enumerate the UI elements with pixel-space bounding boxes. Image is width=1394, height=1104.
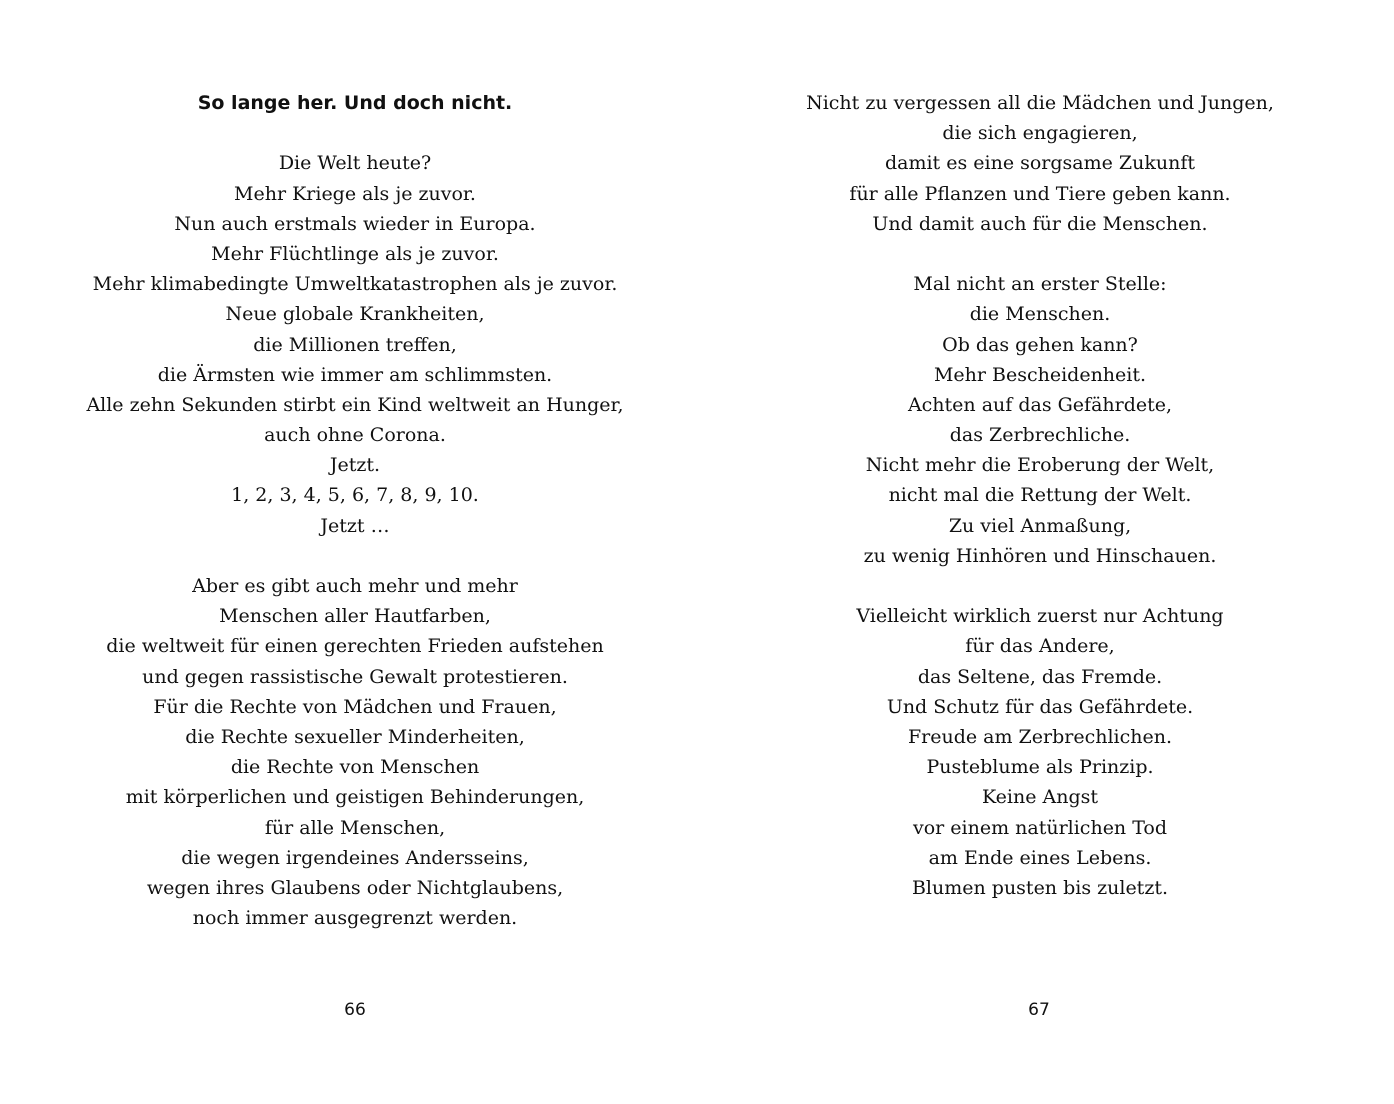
poem-title: So lange her. Und doch nicht. [197, 92, 513, 114]
stanza-gap [45, 541, 665, 571]
poem-line: die Millionen treffen, [253, 333, 457, 356]
poem-line: Aber es gibt auch mehr und mehr [192, 575, 518, 597]
poem-line: das Seltene, das Fremde. [917, 665, 1163, 688]
poem-line: Nicht mehr die Eroberung der Welt, [865, 454, 1215, 477]
stanza [730, 88, 1350, 239]
poem-line: mit körperlichen und geistigen Behinderungen, [125, 786, 585, 809]
poem-line: die wegen irgendeines Andersseins, [181, 846, 529, 869]
poem-line: Und damit auch für die Menschen. [872, 212, 1208, 235]
poem-line: Achten auf das Gefährdete, [907, 393, 1173, 416]
poem-line: wegen ihres Glaubens oder Nichtglaubens, [146, 876, 564, 899]
stanza-gap [730, 571, 1350, 601]
poem-line: und gegen rassistische Gewalt protestieren. [142, 665, 568, 688]
poem-line: Und Schutz für das Gefährdete. [886, 695, 1194, 718]
poem-line: Alle zehn Sekunden stirbt ein Kind weltweit an Hunger, [86, 393, 624, 416]
poem-line: Jetzt. [329, 454, 381, 477]
poem-line: Nun auch erstmals wieder in Europa. [174, 212, 536, 235]
stanza [730, 269, 1350, 571]
stanza-gap [730, 239, 1350, 269]
left-poem [45, 88, 665, 933]
poem-line: zu wenig Hinhören und Hinschauen. [863, 544, 1217, 567]
poem-line: das Zerbrechliche. [949, 424, 1131, 447]
poem-line: Die Welt heute? [278, 152, 432, 175]
poem-line: nicht mal die Rettung der Welt. [888, 484, 1192, 507]
poem-line: die Rechte von Menschen [230, 756, 480, 779]
poem-line: für alle Menschen, [264, 816, 446, 839]
poem-line: Menschen aller Hautfarben, [219, 605, 491, 628]
poem-line: die sich engagieren, [942, 122, 1138, 145]
page-number-left: 66 [344, 1000, 366, 1020]
poem-line: für das Andere, [965, 635, 1115, 658]
poem-line: die weltweit für einen gerechten Frieden aufstehen [106, 635, 604, 658]
poem-line: Pusteblume als Prinzip. [926, 756, 1154, 779]
poem-line: 1, 2, 3, 4, 5, 6, 7, 8, 9, 10. [231, 484, 479, 507]
poem-line: Vielleicht wirklich zuerst nur Achtung [856, 605, 1224, 628]
poem-line: die Ärmsten wie immer am schlimmsten. [157, 363, 553, 386]
poem-line: auch ohne Corona. [264, 424, 446, 447]
poem-line: Für die Rechte von Mädchen und Frauen, [153, 695, 557, 718]
poem-line: Neue globale Krankheiten, [225, 303, 485, 326]
poem-line: Mehr Kriege als je zuvor. [234, 182, 476, 205]
poem-line: Mehr Bescheidenheit. [933, 363, 1147, 386]
poem-line: noch immer ausgegrenzt werden. [192, 907, 518, 930]
poem-line: Mal nicht an erster Stelle: [913, 273, 1167, 296]
poem-line: die Menschen. [969, 303, 1111, 326]
left-stanzas [45, 148, 665, 933]
right-stanzas [730, 88, 1350, 903]
poem-line: Jetzt … [320, 514, 390, 537]
stanza [730, 601, 1350, 903]
poem-line: Keine Angst [981, 786, 1099, 809]
poem-line: die Rechte sexueller Minderheiten, [185, 725, 525, 748]
poem-line: Mehr Flüchtlinge als je zuvor. [211, 242, 499, 265]
right-poem [730, 88, 1350, 903]
right-page [697, 0, 1394, 1104]
stanza [45, 148, 665, 540]
poem-line: Zu viel Anmaßung, [948, 514, 1132, 537]
poem-line: damit es eine sorgsame Zukunft [884, 152, 1196, 175]
poem-line: Nicht zu vergessen all die Mädchen und Jungen, [806, 92, 1274, 114]
stanza [45, 571, 665, 933]
poem-line: vor einem natürlichen Tod [912, 816, 1168, 839]
page-number-right: 67 [1028, 1000, 1050, 1020]
poem-line: Freude am Zerbrechlichen. [907, 725, 1173, 748]
poem-line: Ob das gehen kann? [942, 333, 1138, 356]
poem-line: Blumen pusten bis zuletzt. [911, 876, 1169, 899]
poem-line: am Ende eines Lebens. [928, 846, 1152, 869]
poem-line: Mehr klimabedingte Umweltkatastrophen als je zuvor. [92, 273, 618, 296]
poem-line: für alle Pflanzen und Tiere geben kann. [849, 182, 1231, 205]
